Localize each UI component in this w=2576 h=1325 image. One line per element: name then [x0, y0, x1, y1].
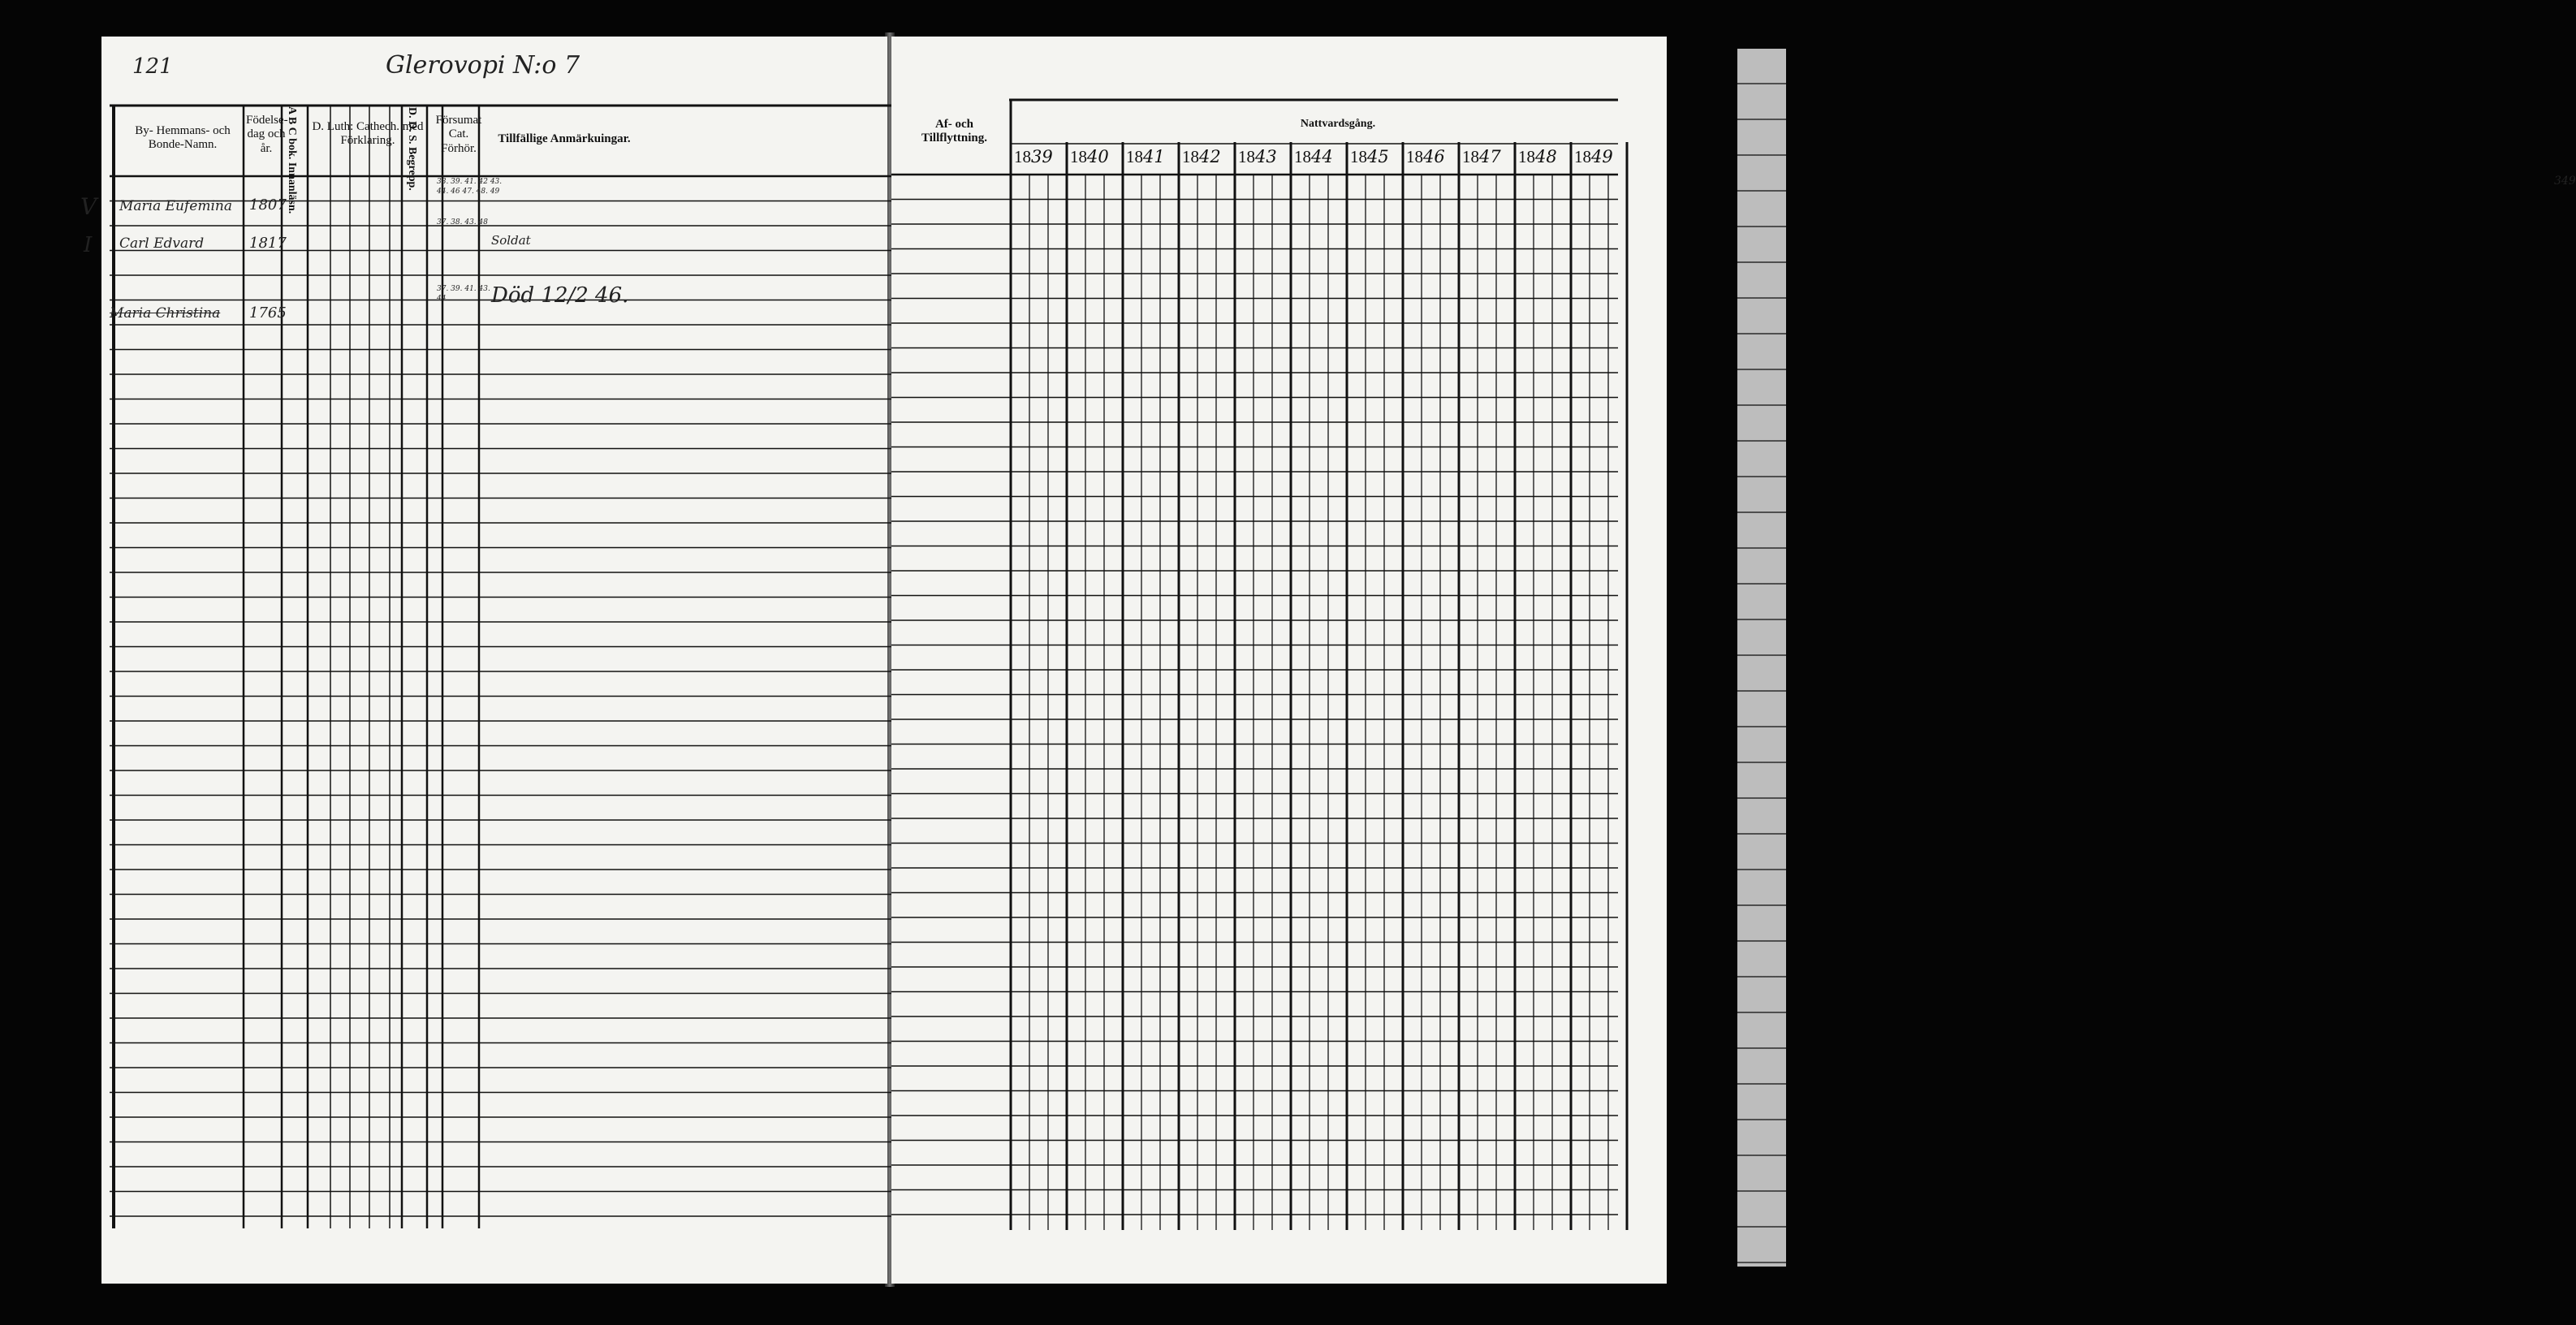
adjacent-page-edge [1737, 49, 1786, 1267]
year-prefix: 18 [1126, 147, 1143, 166]
year-label-1844 [1294, 147, 1333, 167]
year-prefix: 18 [1294, 147, 1311, 166]
year-label-1847 [1462, 147, 1501, 167]
entry-1-missed: 38. 39. 41. 42 43. 44. 46 47. 48. 49 [437, 178, 503, 196]
entry-3-remarks: Död 12/2 46. [491, 283, 629, 308]
year-suffix: 41 [1143, 147, 1165, 166]
year-prefix: 18 [1350, 147, 1367, 166]
col-header-remarks: Tillfällige Anmärkuingar. [498, 132, 631, 145]
year-suffix: 49 [1591, 147, 1613, 166]
year-prefix: 18 [1182, 147, 1199, 166]
year-suffix: 40 [1087, 147, 1109, 166]
year-suffix: 46 [1423, 147, 1445, 166]
entry-1-name: Maria Eufemina [119, 198, 232, 214]
entry-3-birth: 1765 [249, 304, 287, 322]
edge-note: 349 [2554, 175, 2576, 188]
year-suffix: 42 [1199, 147, 1221, 166]
col-header-missed: Försumat Cat. Förhör. [435, 114, 482, 155]
year-prefix: 18 [1238, 147, 1255, 166]
year-prefix: 18 [1518, 147, 1535, 166]
entry-3-name: Maria Christina [110, 305, 221, 322]
place-heading: Glerovopi N:o 7 [386, 51, 580, 80]
year-suffix: 39 [1031, 147, 1053, 166]
year-suffix: 48 [1535, 147, 1557, 166]
entry-2-name: Carl Edvard [119, 235, 205, 252]
entry-1-margin-mark: V [80, 193, 97, 220]
col-header-luther: D. Luth: Cathech. med Förklaring. [312, 120, 424, 148]
entry-2-missed: 37. 38. 43. 48 [437, 218, 488, 227]
col-header-abc: A B C bok. Innanläsn. [286, 106, 298, 214]
year-label-1843 [1238, 147, 1277, 167]
entry-2-remarks: Soldat [491, 233, 531, 248]
col-header-communion: Nattvardsgång. [1300, 118, 1376, 130]
col-header-moving: Af- och Tillflyttning. [921, 118, 987, 145]
year-label-1849 [1574, 147, 1613, 167]
entry-2-birth: 1817 [249, 235, 287, 252]
left-page-grid [101, 37, 887, 1284]
right-page-grid [891, 37, 1667, 1284]
entry-3-missed: 37. 39. 41. 43. 44. [437, 285, 490, 303]
year-label-1839 [1014, 147, 1053, 167]
col-header-name: By- Hemmans- och Bonde-Namn. [135, 124, 231, 152]
year-prefix: 18 [1014, 147, 1031, 166]
year-label-1842 [1182, 147, 1221, 167]
year-prefix: 18 [1070, 147, 1087, 166]
year-label-1845 [1350, 147, 1389, 167]
right-page [891, 37, 2576, 1284]
left-page [80, 37, 887, 1284]
entry-2-margin-mark: I [84, 233, 93, 257]
year-label-1846 [1406, 147, 1445, 167]
year-suffix: 45 [1367, 147, 1389, 166]
year-suffix: 44 [1311, 147, 1333, 166]
year-prefix: 18 [1406, 147, 1423, 166]
year-label-1841 [1126, 147, 1165, 167]
col-header-birth: Födelse-dag och år. [246, 114, 288, 155]
page-number: 121 [132, 54, 173, 79]
col-header-dds: D. D. S. Begrepp. [406, 107, 418, 191]
year-prefix: 18 [1574, 147, 1591, 166]
year-suffix: 47 [1479, 147, 1501, 166]
entry-1-birth: 1807 [249, 196, 287, 214]
year-prefix: 18 [1462, 147, 1479, 166]
year-label-1848 [1518, 147, 1557, 167]
year-suffix: 43 [1255, 147, 1277, 166]
year-label-1840 [1070, 147, 1109, 167]
